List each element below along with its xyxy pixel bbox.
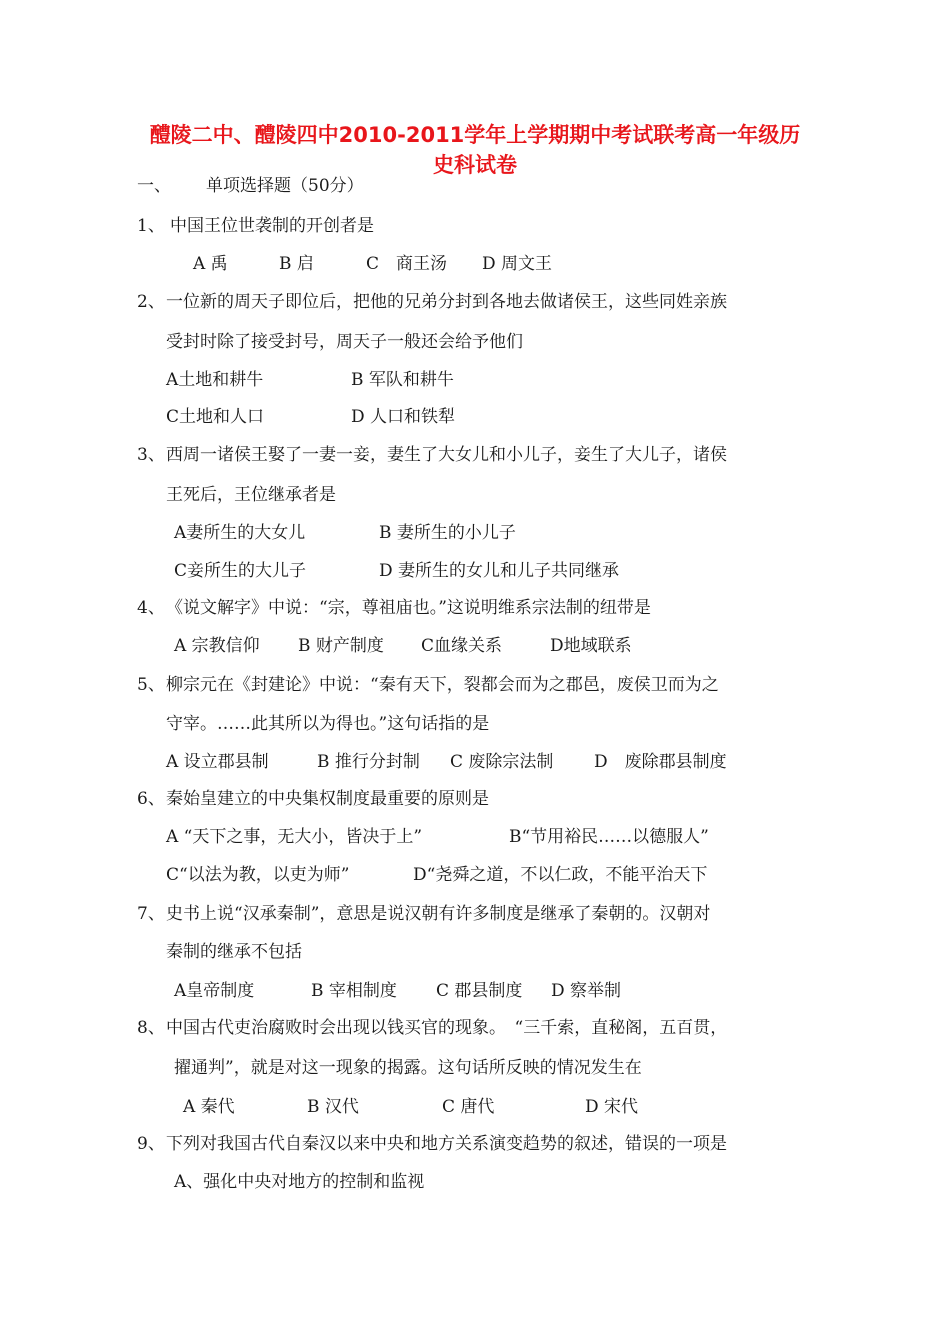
question-6-option-b: B“节用裕民……以德服人”: [509, 827, 709, 847]
section-heading: 单项选择题（50分）: [206, 176, 364, 196]
question-8-option-a: A 秦代: [183, 1097, 235, 1117]
question-9-number: 9、: [137, 1134, 165, 1154]
question-2-option-c: C土地和人口: [166, 407, 265, 427]
question-7-number: 7、: [137, 904, 165, 924]
question-1-option-b: B 启: [279, 254, 314, 274]
question-8-option-d: D 宋代: [585, 1097, 639, 1117]
question-8-option-b: B 汉代: [307, 1097, 359, 1117]
question-2-number: 2、: [137, 292, 165, 312]
question-2-option-b: B 军队和耕牛: [351, 370, 454, 390]
question-3-number: 3、: [137, 445, 165, 465]
question-6-option-d: D“尧舜之道，不以仁政，不能平治天下: [413, 865, 708, 885]
question-6-option-c: C“以法为教，以吏为师”: [166, 865, 350, 885]
exam-title-line-2: 史科试卷: [433, 153, 517, 177]
question-4-option-a: A 宗教信仰: [174, 636, 260, 656]
question-3-option-d: D 妻所生的女儿和儿子共同继承: [379, 561, 620, 581]
question-6-number: 6、: [137, 789, 165, 809]
question-1-option-c: C 商王汤: [366, 254, 448, 274]
question-4-option-b: B 财产制度: [298, 636, 384, 656]
question-5-option-c: C 废除宗法制: [450, 752, 554, 772]
question-5-option-d: D 废除郡县制度: [594, 752, 727, 772]
question-9-option-a: A、强化中央对地方的控制和监视: [174, 1172, 425, 1192]
question-3-option-c: C妾所生的大儿子: [174, 561, 307, 581]
question-5-stem-line-1: 柳宗元在《封建论》中说：“秦有天下，裂都会而为之郡邑，废侯卫而为之: [166, 675, 719, 695]
question-9-stem: 下列对我国古代自秦汉以来中央和地方关系演变趋势的叙述，错误的一项是: [166, 1134, 727, 1154]
question-2-option-a: A土地和耕牛: [166, 370, 264, 390]
question-5-option-b: B 推行分封制: [317, 752, 420, 772]
section-number: 一、: [137, 176, 171, 196]
question-4-number: 4、: [137, 598, 165, 618]
question-6-stem: 秦始皇建立的中央集权制度最重要的原则是: [166, 789, 489, 809]
question-3-option-a: A妻所生的大女儿: [174, 523, 306, 543]
question-2-option-d: D 人口和铁犁: [351, 407, 456, 427]
exam-title-line-1: 醴陵二中、醴陵四中2010-2011学年上学期期中考试联考高一年级历: [149, 123, 801, 147]
question-8-stem-line-2: 擢通判”，就是对这一现象的揭露。这句话所反映的情况发生在: [174, 1058, 642, 1078]
question-1-option-d: D 周文王: [482, 254, 553, 274]
question-2-stem-line-2: 受封时除了接受封号，周天子一般还会给予他们: [166, 332, 523, 352]
question-3-stem-line-1: 西周一诸侯王娶了一妻一妾，妻生了大女儿和小儿子，妾生了大儿子，诸侯: [166, 445, 727, 465]
question-1-option-a: A 禹: [193, 254, 228, 274]
question-7-option-a: A皇帝制度: [174, 981, 255, 1001]
question-3-stem-line-2: 王死后，王位继承者是: [166, 485, 336, 505]
question-1-stem: 中国王位世袭制的开创者是: [170, 216, 374, 236]
question-7-option-c: C 郡县制度: [436, 981, 523, 1001]
question-4-option-d: D地域联系: [550, 636, 632, 656]
question-2-stem-line-1: 一位新的周天子即位后，把他的兄弟分封到各地去做诸侯王，这些同姓亲族: [166, 292, 727, 312]
question-1-number: 1、: [137, 216, 165, 236]
question-5-number: 5、: [137, 675, 165, 695]
question-7-option-d: D 察举制: [551, 981, 622, 1001]
question-8-option-c: C 唐代: [442, 1097, 495, 1117]
question-5-stem-line-2: 守宰。……此其所以为得也。”这句话指的是: [166, 714, 490, 734]
question-4-stem: 《说文解字》中说：“宗，尊祖庙也。”这说明维系宗法制的纽带是: [166, 598, 651, 618]
question-7-stem-line-1: 史书上说“汉承秦制”，意思是说汉朝有许多制度是继承了秦朝的。汉朝对: [166, 904, 711, 924]
question-5-option-a: A 设立郡县制: [166, 752, 269, 772]
question-7-option-b: B 宰相制度: [311, 981, 397, 1001]
question-7-stem-line-2: 秦制的继承不包括: [166, 942, 302, 962]
question-4-option-c: C血缘关系: [421, 636, 503, 656]
question-8-number: 8、: [137, 1018, 165, 1038]
question-8-stem-line-1: 中国古代吏治腐败时会出现以钱买官的现象。 “三千索，直秘阁，五百贯，: [166, 1018, 728, 1038]
question-3-option-b: B 妻所生的小儿子: [379, 523, 516, 543]
question-6-option-a: A “天下之事，无大小，皆决于上”: [166, 827, 423, 847]
